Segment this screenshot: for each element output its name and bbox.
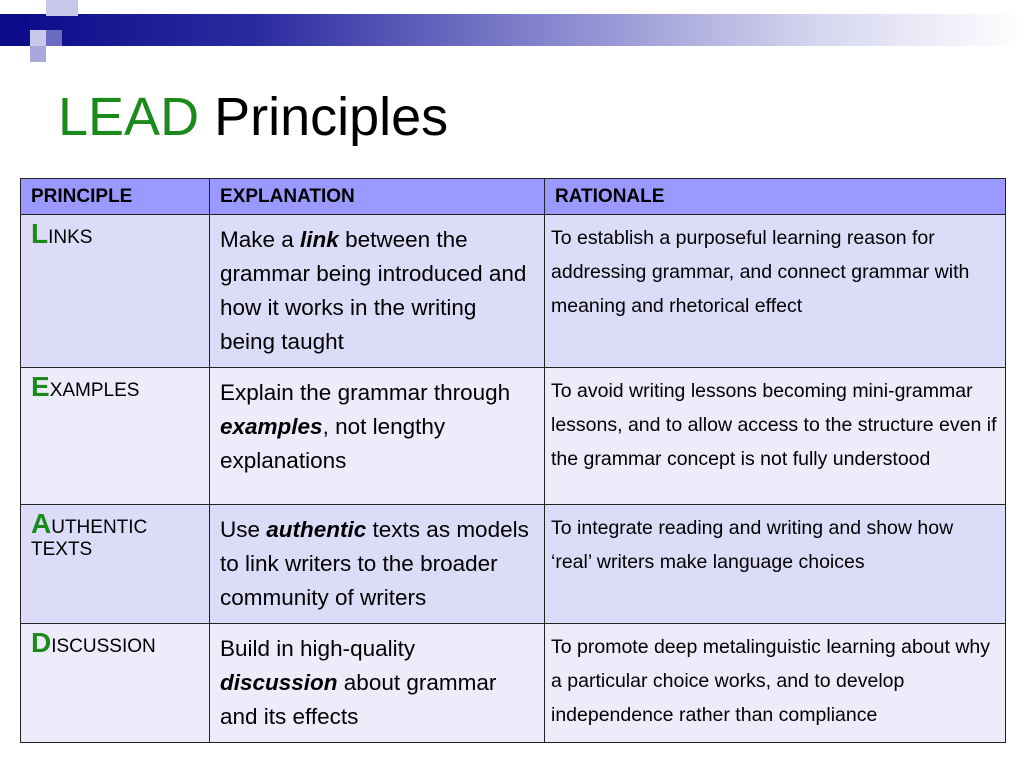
rationale-cell: To establish a purposeful learning reason for addressing grammar, and connect grammar with meaning and rhetorical effect	[545, 215, 1006, 368]
explanation-text: about grammar and its effects	[220, 670, 497, 729]
explanation-text: Build in high-quality	[220, 636, 416, 661]
rationale-cell: To promote deep metalinguistic learning about why a particular choice works, and to develop independence rather than compliance	[545, 624, 1006, 743]
table-row	[21, 624, 1006, 743]
decor-square	[46, 0, 62, 16]
principle-initial: A	[31, 508, 52, 539]
principle-cell	[21, 215, 210, 368]
decor-square	[62, 0, 78, 16]
header-rationale: RATIONALE	[545, 179, 1006, 215]
explanation-cell	[210, 505, 545, 624]
table-row	[21, 215, 1006, 368]
principle-initial: E	[31, 371, 50, 402]
principle-rest: ISCUSSION	[51, 636, 156, 657]
explanation-cell	[210, 368, 545, 505]
header-explanation: EXPLANATION	[210, 179, 545, 215]
title-rest: Principles	[214, 87, 449, 147]
principle-initial: D	[31, 627, 52, 658]
header-principle: PRINCIPLE	[21, 179, 210, 215]
explanation-keyword: authentic	[266, 517, 367, 542]
explanation-cell	[210, 215, 545, 368]
page-title	[58, 82, 448, 152]
decor-square	[30, 30, 46, 46]
explanation-text: texts as models to link writers to the broader community of writers	[220, 517, 529, 610]
rationale-cell: To avoid writing lessons becoming mini-grammar lessons, and to allow access to the structure even if the grammar concept is not fully understood	[545, 368, 1006, 505]
explanation-keyword: discussion	[220, 670, 338, 695]
explanation-keyword: link	[300, 227, 339, 252]
decor-square	[46, 30, 62, 46]
explanation-text: Explain the grammar through	[220, 380, 511, 405]
principles-table	[20, 178, 1006, 743]
table-row	[21, 505, 1006, 624]
principle-initial: L	[31, 218, 49, 249]
rationale-cell: To integrate reading and writing and show how ‘real’ writers make language choices	[545, 505, 1006, 624]
header-banner	[0, 14, 1024, 46]
explanation-cell	[210, 624, 545, 743]
decor-square	[30, 46, 46, 62]
explanation-keyword: examples	[220, 414, 323, 439]
explanation-text: , not lengthy explanations	[220, 414, 446, 473]
title-accent: LEAD	[58, 87, 200, 147]
principle-cell	[21, 624, 210, 743]
explanation-text: Make a	[220, 227, 301, 252]
explanation-text: between the grammar being introduced and how it works in the writing being taught	[220, 227, 527, 354]
table-header-row	[21, 179, 1006, 215]
principle-rest: XAMPLES	[49, 380, 140, 401]
decor-square	[14, 14, 30, 30]
explanation-text: Use	[220, 517, 267, 542]
principle-rest: UTHENTIC TEXTS	[31, 517, 148, 560]
principle-cell	[21, 505, 210, 624]
principle-cell	[21, 368, 210, 505]
principle-rest: INKS	[48, 227, 93, 248]
table-row	[21, 368, 1006, 505]
